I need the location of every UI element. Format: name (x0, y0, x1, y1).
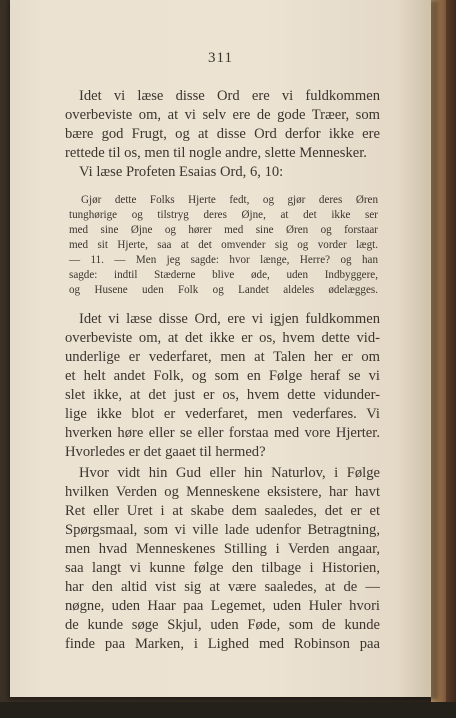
page-number: 311 (208, 50, 233, 66)
quote-line: tunghørige og tilstryg deres Øjne, at det ikke ser (69, 209, 378, 221)
quote-line: — 11. — Men jeg sagde: hvor længe, Herre? og han (69, 254, 378, 266)
text-line: overbeviste om, at vi selv ere de gode Træer, som (65, 107, 380, 123)
text-line: et helt andet Folk, og som en Følge heraf se vi (65, 368, 380, 384)
book-cover-edge (446, 0, 456, 718)
text-line: Idet vi læse disse Ord ere vi fuldkommen (79, 88, 380, 104)
quote-line: Gjør dette Folks Hjerte fedt, og gjør deres Øren (81, 194, 378, 206)
quote-line: med sine Øjne og hører med sine Øren og forstaar (69, 224, 378, 236)
text-line: bære god Frugt, og at disse Ord derfor ikke ere (65, 126, 380, 142)
text-line: nøgne, uden Haar paa Legemet, uden Huler hvori (65, 598, 380, 614)
text-line: Spørgsmaal, som vi ville lade udenfor Betragtning, (65, 522, 380, 538)
text-line: hvilken Verden og Menneskene eksistere, har havt (65, 484, 380, 500)
text-line: saa langt vi kunne følge den tilbage i Historien, (65, 560, 380, 576)
text-line: Ret eller Uret i at skabe dem saaledes, det er et (65, 503, 380, 519)
text-line: de kunde søge Skjul, uden Føde, som de kunde (65, 617, 380, 633)
text-line: overbeviste om, at det ikke er os, hvem dette vid- (65, 330, 380, 346)
text-line: slet ikke, at det just er os, hvem dette vidunder- (65, 387, 380, 403)
text-line: Hvorledes er det gaaet til hermed? (65, 444, 266, 460)
text-line: men hvad Menneskenes Stilling i Verden angaar, (65, 541, 380, 557)
text-line: hverken høre eller se eller forstaa med vore Hjerter. (65, 425, 380, 441)
quote-line: med sit Hjerte, saa at det omvender sig og vorder lægt. (69, 239, 378, 251)
text-line: Vi læse Profeten Esaias Ord, 6, 10: (79, 164, 284, 180)
text-line: Hvor vidt hin Gud eller hin Naturlov, i Følge (79, 465, 380, 481)
text-line: lige ikke blot er vederfaret, men vederfares. Vi (65, 406, 380, 422)
quote-line: og Husene uden Folk og Landet aldeles ødelægges. (69, 284, 378, 296)
text-line: har den altid vist sig at være saaledes, at de — (65, 579, 380, 595)
bottom-shadow (0, 702, 456, 718)
book-page (10, 0, 431, 697)
text-line: underlige er vederfaret, men at Talen her er om (65, 349, 380, 365)
text-line: rettede til os, men til nogle andre, slette Mennesker. (65, 145, 367, 161)
text-line: Idet vi læse disse Ord, ere vi igjen fuldkommen (79, 311, 380, 327)
text-line: finde paa Marken, i Lighed med Robinson paa (65, 636, 380, 652)
quote-line: sagde: indtil Stæderne blive øde, uden Indbyggere, (69, 269, 378, 281)
